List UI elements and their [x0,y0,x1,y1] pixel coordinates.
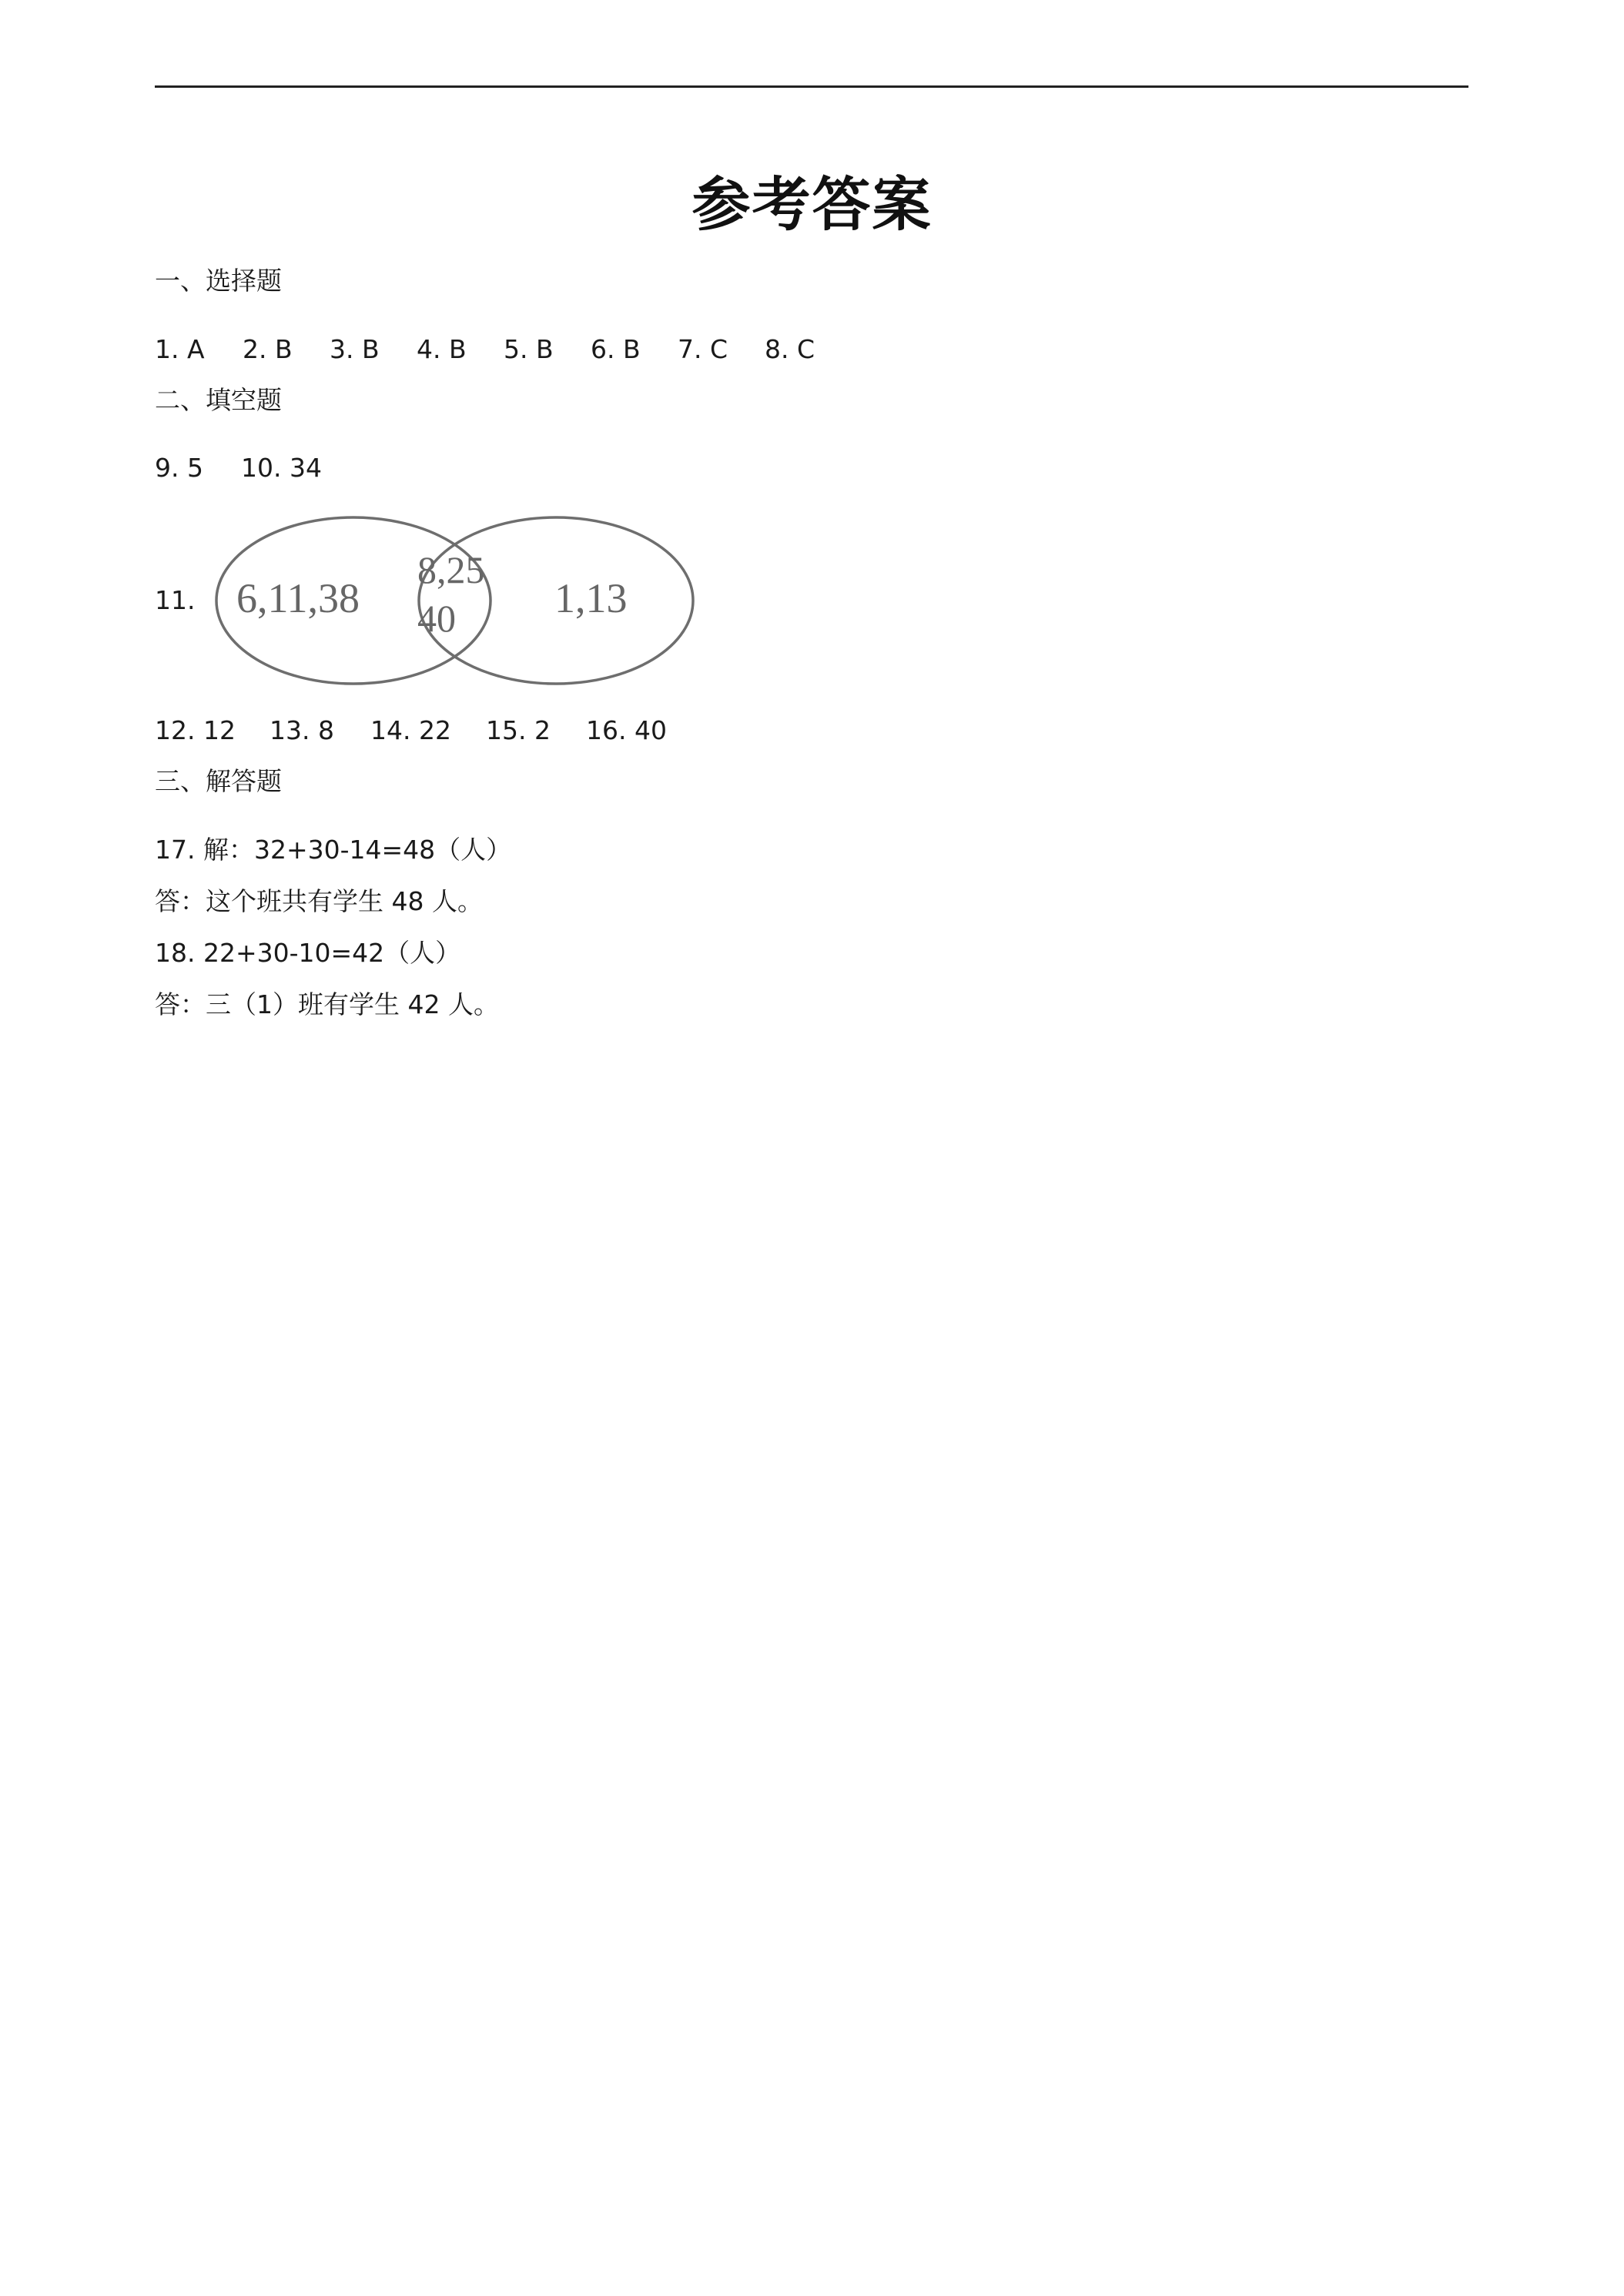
answer-item: 4. B [417,334,467,364]
answer-item: 1. A [155,334,205,364]
venn-middle-text-2: 40 [417,597,456,640]
answer-item: 14. 22 [370,715,451,745]
venn-question-number: 11. [155,585,196,615]
venn-left-text: 6,11,38 [236,575,360,621]
answer-item: 16. 40 [586,715,667,745]
venn-middle-text-1: 8,25 [417,548,485,591]
q18-answer: 答：三（1）班有学生 42 人。 [155,989,499,1019]
header-rule [155,85,1468,88]
q17-solution: 17. 解：32+30-14=48（人） [155,835,512,865]
section-heading-choice: 一、选择题 [155,266,282,296]
answer-item: 2. B [243,334,293,364]
answer-item: 5. B [504,334,554,364]
answer-item: 13. 8 [270,715,334,745]
venn-right-text: 1,13 [554,575,628,621]
section-heading-fill: 二、填空题 [155,385,282,415]
q17-answer: 答：这个班共有学生 48 人。 [155,886,483,916]
answer-item: 10. 34 [241,453,322,483]
section-heading-solution: 三、解答题 [155,766,282,796]
page-title: 参考答案 [691,170,933,239]
answer-item: 3. B [330,334,380,364]
answer-item: 15. 2 [486,715,551,745]
answer-item: 9. 5 [155,453,203,483]
answer-item: 8. C [765,334,815,364]
answer-item: 6. B [591,334,641,364]
answer-item: 7. C [678,334,728,364]
q18-solution: 18. 22+30-10=42（人） [155,938,461,968]
venn-diagram [202,497,702,705]
answer-item: 12. 12 [155,715,236,745]
